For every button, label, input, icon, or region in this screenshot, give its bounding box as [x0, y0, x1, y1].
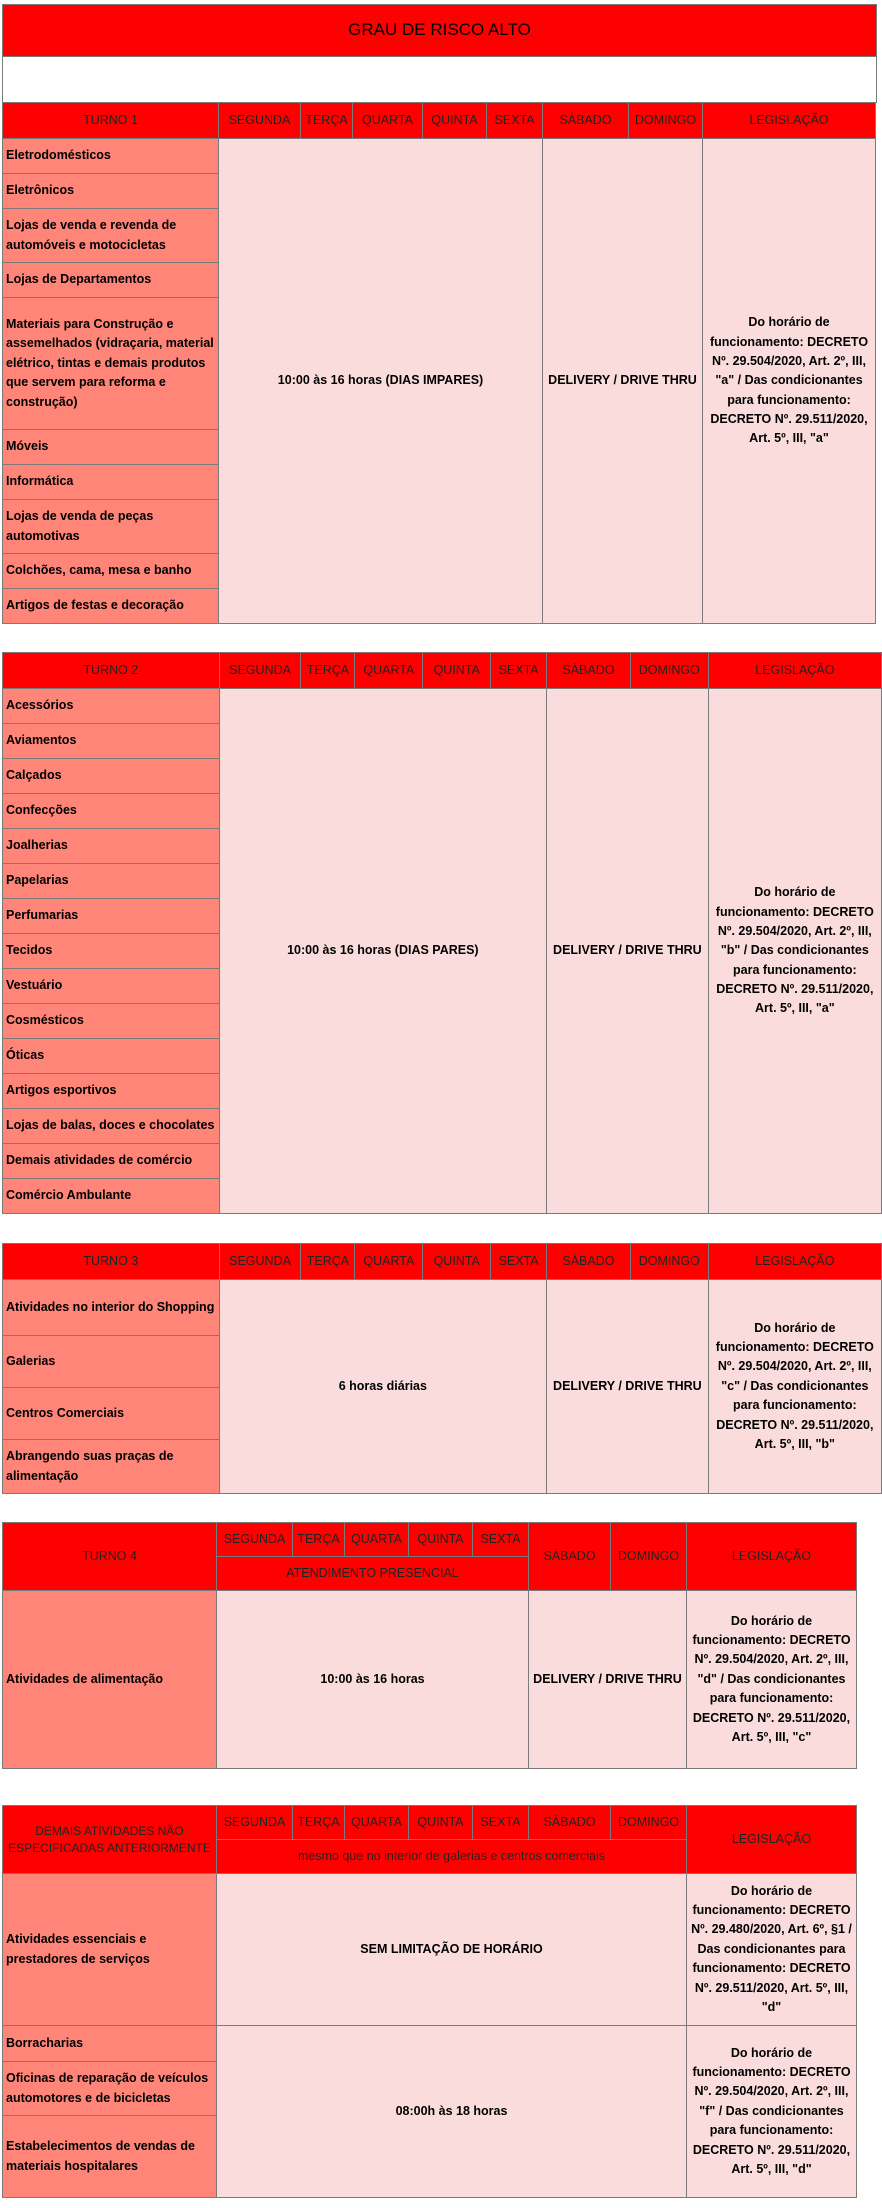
activity-item: Oficinas de reparação de veículos automotores e de bicicletas	[3, 2062, 217, 2116]
day-segunda: SEGUNDA	[219, 103, 301, 139]
day-sexta: SEXTA	[491, 653, 547, 689]
activity-item: Confecções	[3, 794, 220, 829]
day-terca: TERÇA	[301, 653, 355, 689]
turno4-label: TURNO 4	[3, 1523, 217, 1591]
page-title: GRAU DE RISCO ALTO	[3, 5, 877, 57]
legislacao-header: LEGISLAÇÃO	[703, 103, 876, 139]
turno2-label: TURNO 2	[3, 653, 220, 689]
activity-item: Calçados	[3, 759, 220, 794]
day-terca: TERÇA	[293, 1806, 345, 1840]
day-quarta: QUARTA	[353, 103, 423, 139]
demais-row1-law: Do horário de funcionamento: DECRETO Nº. 29.480/2020, Art. 6º, §1 / Das condicionantes para funcionamento: DECRETO Nº. 29.511/2020, Art. 5º, III, "d"	[687, 1874, 857, 2026]
day-sexta: SEXTA	[491, 1244, 547, 1280]
day-domingo: DOMINGO	[630, 1244, 708, 1280]
demais-hours: 08:00h às 18 horas	[217, 2026, 687, 2198]
day-sabado: SÁBADO	[543, 103, 629, 139]
activity-item: Atividades essenciais e prestadores de serviços	[3, 1874, 217, 2026]
day-sabado: SÁBADO	[529, 1806, 611, 1840]
day-segunda: SEGUNDA	[219, 653, 301, 689]
day-quarta: QUARTA	[355, 1244, 423, 1280]
day-sexta: SEXTA	[473, 1806, 529, 1840]
activity-item: Materiais para Construção e assemelhados (vidraçaria, material elétrico, tintas e demais produtos que servem para reforma e construção)	[3, 298, 219, 430]
activity-item: Móveis	[3, 430, 219, 465]
turno3-law: Do horário de funcionamento: DECRETO Nº. 29.504/2020, Art. 2º, III, "c" / Das condicionantes para funcionamento: DECRETO Nº. 29.511/2020, Art. 5º, III, "b"	[708, 1280, 881, 1494]
day-segunda: SEGUNDA	[217, 1523, 293, 1557]
demais-row1-hours: SEM LIMITAÇÃO DE HORÁRIO	[217, 1874, 687, 2026]
demais-sub: mesmo que no interior de galerias e centros comerciais	[217, 1840, 687, 1874]
day-sexta: SEXTA	[473, 1523, 529, 1557]
turno2-law: Do horário de funcionamento: DECRETO Nº. 29.504/2020, Art. 2º, III, "b" / Das condicionantes para funcionamento: DECRETO Nº. 29.511/2020, Art. 5º, III, "a"	[708, 689, 881, 1214]
activity-item: Abrangendo suas praças de alimentação	[3, 1440, 220, 1494]
day-domingo: DOMINGO	[611, 1806, 687, 1840]
blank-row	[3, 57, 877, 103]
turno4-table	[2, 1522, 857, 1769]
activity-item: Perfumarias	[3, 899, 220, 934]
day-segunda: SEGUNDA	[217, 1806, 293, 1840]
activity-item: Galerias	[3, 1336, 220, 1388]
activity-item: Lojas de Departamentos	[3, 263, 219, 298]
activity-item: Artigos de festas e decoração	[3, 589, 219, 624]
activity-item: Óticas	[3, 1039, 220, 1074]
turno1-label: TURNO 1	[3, 103, 219, 139]
demais-header-row	[3, 1806, 857, 1840]
turno1-hours: 10:00 às 16 horas (DIAS IMPARES)	[219, 139, 543, 624]
day-domingo: DOMINGO	[611, 1523, 687, 1591]
turno1-delivery: DELIVERY / DRIVE THRU	[543, 139, 703, 624]
activity-item: Lojas de venda e revenda de automóveis e motocicletas	[3, 209, 219, 263]
activity-item: Atividades no interior do Shopping	[3, 1280, 220, 1336]
activity-item: Artigos esportivos	[3, 1074, 220, 1109]
activity-item: Demais atividades de comércio	[3, 1144, 220, 1179]
turno1-law: Do horário de funcionamento: DECRETO Nº. 29.504/2020, Art. 2º, III, "a" / Das condicionantes para funcionamento: DECRETO Nº. 29.511/2020, Art. 5º, III, "a"	[703, 139, 876, 624]
legislacao-header: LEGISLAÇÃO	[687, 1806, 857, 1874]
legislacao-header: LEGISLAÇÃO	[708, 1244, 881, 1280]
turno2-delivery: DELIVERY / DRIVE THRU	[547, 689, 709, 1214]
turno3-delivery: DELIVERY / DRIVE THRU	[547, 1280, 709, 1494]
activity-item: Centros Comerciais	[3, 1388, 220, 1440]
turno4-hours: 10:00 às 16 horas	[217, 1591, 529, 1769]
day-terca: TERÇA	[301, 1244, 355, 1280]
activity-item: Comércio Ambulante	[3, 1179, 220, 1214]
turno4-sub: ATENDIMENTO PRESENCIAL	[217, 1557, 529, 1591]
turno4-delivery: DELIVERY / DRIVE THRU	[529, 1591, 687, 1769]
day-terca: TERÇA	[301, 103, 353, 139]
turno2-hours: 10:00 às 16 horas (DIAS PARES)	[219, 689, 546, 1214]
day-sabado: SÁBADO	[547, 1244, 631, 1280]
activity-item: Eletrodomésticos	[3, 139, 219, 174]
turno1-header-row	[3, 103, 876, 139]
legislacao-header: LEGISLAÇÃO	[708, 653, 881, 689]
activity-item: Atividades de alimentação	[3, 1591, 217, 1769]
day-segunda: SEGUNDA	[219, 1244, 301, 1280]
activity-item: Lojas de balas, doces e chocolates	[3, 1109, 220, 1144]
day-quarta: QUARTA	[345, 1523, 409, 1557]
demais-label: DEMAIS ATIVIDADES NÃO ESPECIFICADAS ANTERIORMENTE	[3, 1806, 217, 1874]
activity-item: Lojas de venda de peças automotivas	[3, 500, 219, 554]
activity-item: Joalherias	[3, 829, 220, 864]
activity-item: Cosmésticos	[3, 1004, 220, 1039]
activity-item: Aviamentos	[3, 724, 220, 759]
turno4-header-row	[3, 1523, 857, 1557]
turno3-table	[2, 1243, 882, 1494]
turno2-header-row	[3, 653, 882, 689]
activity-item: Estabelecimentos de vendas de materiais hospitalares	[3, 2116, 217, 2198]
activity-item: Tecidos	[3, 934, 220, 969]
day-quinta: QUINTA	[423, 1244, 491, 1280]
legislacao-header: LEGISLAÇÃO	[687, 1523, 857, 1591]
activity-item: Informática	[3, 465, 219, 500]
turno3-header-row	[3, 1244, 882, 1280]
activity-item: Vestuário	[3, 969, 220, 1004]
turno1-table	[2, 102, 876, 624]
demais-law: Do horário de funcionamento: DECRETO Nº. 29.504/2020, Art. 2º, III, "f" / Das condicionantes para funcionamento: DECRETO Nº. 29.511/2020, Art. 5º, III, "d"	[687, 2026, 857, 2198]
turno4-law: Do horário de funcionamento: DECRETO Nº. 29.504/2020, Art. 2º, III, "d" / Das condicionantes para funcionamento: DECRETO Nº. 29.511/2020, Art. 5º, III, "c"	[687, 1591, 857, 1769]
day-domingo: DOMINGO	[629, 103, 703, 139]
activity-item: Papelarias	[3, 864, 220, 899]
day-sabado: SÁBADO	[529, 1523, 611, 1591]
activity-item: Colchões, cama, mesa e banho	[3, 554, 219, 589]
turno3-label: TURNO 3	[3, 1244, 220, 1280]
demais-table	[2, 1805, 857, 2198]
day-quinta: QUINTA	[409, 1523, 473, 1557]
day-domingo: DOMINGO	[630, 653, 708, 689]
day-quinta: QUINTA	[423, 103, 487, 139]
title-table	[2, 4, 877, 103]
activity-item: Eletrônicos	[3, 174, 219, 209]
day-quinta: QUINTA	[409, 1806, 473, 1840]
day-quarta: QUARTA	[345, 1806, 409, 1840]
day-quinta: QUINTA	[423, 653, 491, 689]
day-sabado: SÁBADO	[547, 653, 631, 689]
activity-item: Acessórios	[3, 689, 220, 724]
activity-item: Borracharias	[3, 2026, 217, 2062]
turno2-table	[2, 652, 882, 1214]
day-terca: TERÇA	[293, 1523, 345, 1557]
turno3-hours: 6 horas diárias	[219, 1280, 546, 1494]
day-quarta: QUARTA	[355, 653, 423, 689]
day-sexta: SEXTA	[487, 103, 543, 139]
